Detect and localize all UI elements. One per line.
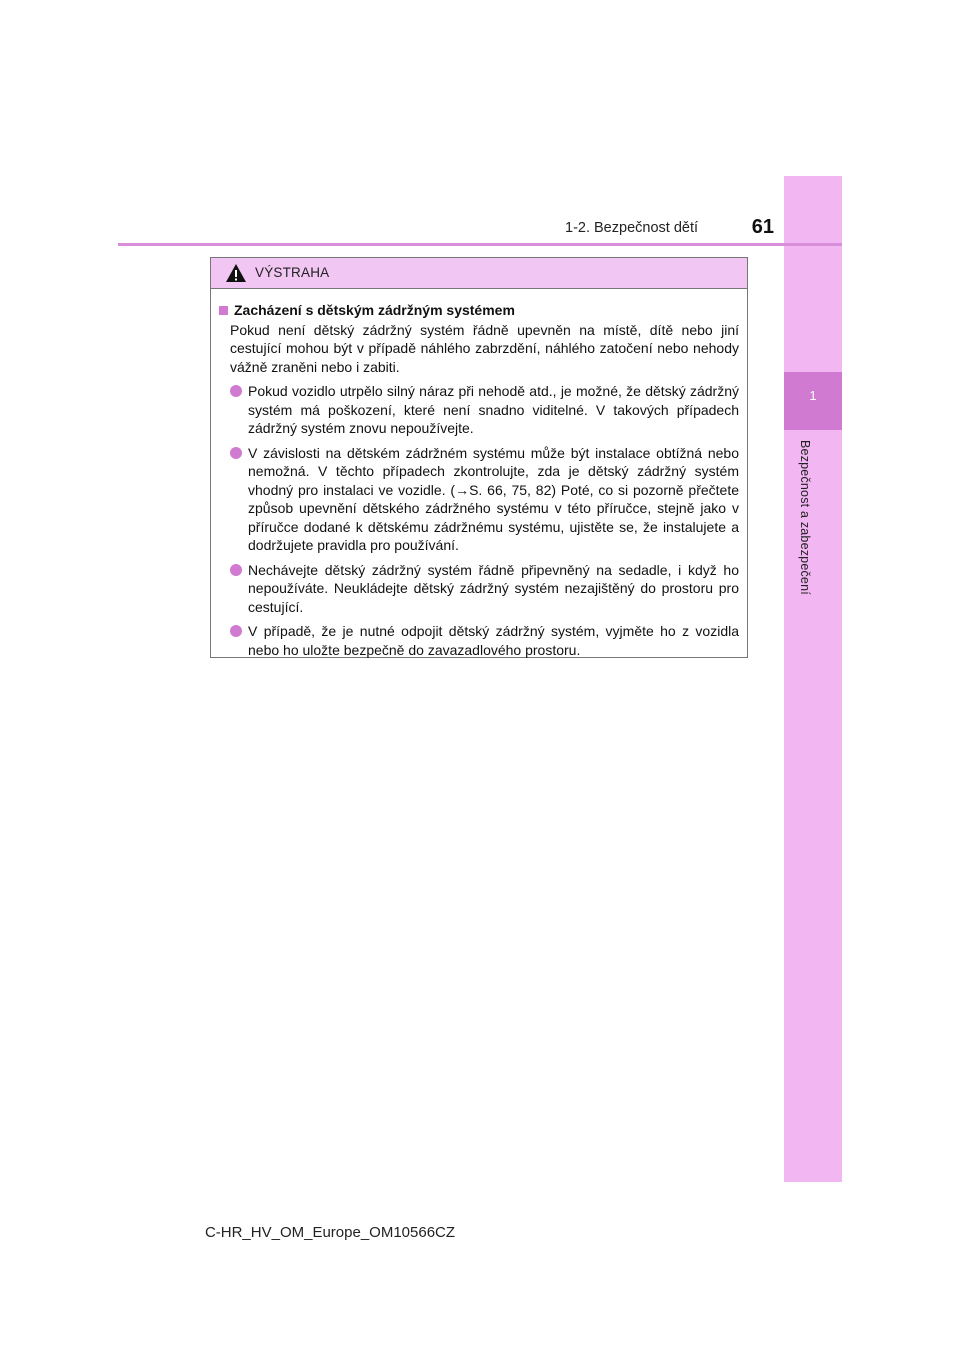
round-bullet-icon [230,564,242,576]
warning-box [210,257,748,658]
intro-paragraph: Pokud není dětský zádržný systém řádně upevněn na místě, dítě nebo jiní cestující mohou být v případě náhlého zabrzdění, náhlého zatočení nebo nehody vážně zraněni nebo i zabiti. [230,321,739,375]
list-item [230,444,739,555]
list-item [230,561,739,617]
warning-header [211,258,747,289]
square-bullet-icon [219,306,228,315]
warning-triangle-icon [225,263,247,283]
list-item-text: V závislosti na dětském zádržném systému může být instalace obtížná nebo nemožná. V těchto případech zkontrolujte, zda je dětský zádržný systém vhodný pro instalaci ve vozidle. (→S. 66, 75, 82) Poté, co si pozorně přečtete způsob upevnění dětského zádržného systému v této příručce, stejně jako v příručce dodané k dětskému zádržnému systému, ujistěte se, že instalujete a dodržujete pravidla pro používání. [248,444,739,553]
page-number: 61 [751,216,774,238]
list-item [230,382,739,438]
section-header: 1-2. Bezpečnost dětí [565,220,698,236]
list-item-text: Nechávejte dětský zádržný systém řádně připevněný na sedadle, i když ho nepoužíváte. Neukládejte dětský zádržný systém nezajištěný do prostoru pro cestující. [248,561,739,615]
warning-title: VÝSTRAHA [255,265,330,280]
round-bullet-icon [230,447,242,459]
section-title-text: Zacházení s dětským zádržným systémem [234,302,515,318]
list-item-text: Pokud vozidlo utrpělo silný náraz při nehodě atd., je možné, že dětský zádržný systém má poškození, které není snadno viditelné. V takových případech zádržný systém znovu nepoužívejte. [248,383,739,436]
list-item [230,622,739,659]
list-item-text: V případě, že je nutné odpojit dětský zádržný systém, vyjměte ho z vozidla nebo ho uložte bezpečně do zavazadlového prostoru. [248,623,739,658]
chapter-number: 1 [809,388,817,403]
section-title [219,301,739,320]
round-bullet-icon [230,625,242,637]
header-rule [118,243,842,246]
round-bullet-icon [230,385,242,397]
chapter-title: Bezpečnost a zabezpečení [798,440,812,595]
chapter-side-tab [784,176,842,1182]
warning-body [211,289,747,659]
document-id: C-HR_HV_OM_Europe_OM10566CZ [204,1224,456,1241]
